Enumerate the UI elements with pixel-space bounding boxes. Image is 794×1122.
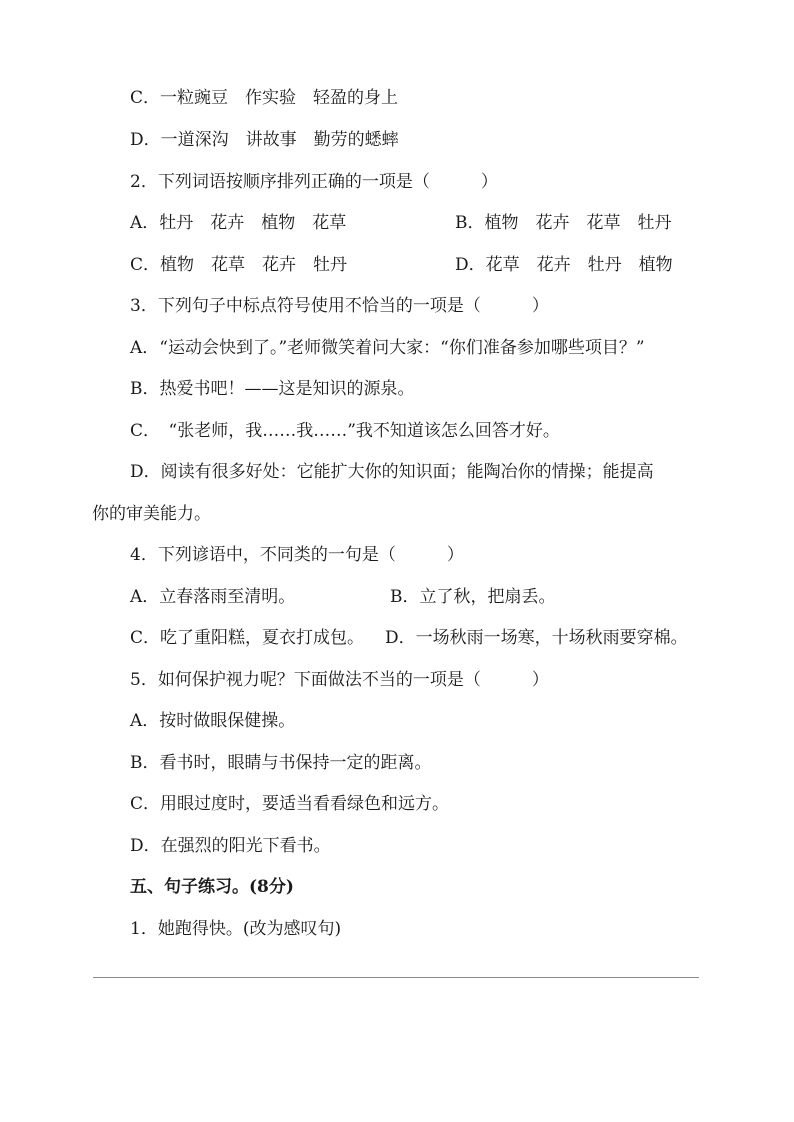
q2-option-d: D．花草 花卉 牡丹 植物 bbox=[455, 255, 673, 275]
answer-line bbox=[93, 977, 699, 978]
q4-option-c: C．吃了重阳糕，夏衣打成包。 bbox=[130, 628, 365, 648]
question-4: 4．下列谚语中，不同类的一句是（ ） bbox=[130, 545, 464, 565]
q2-option-c: C．植物 花草 花卉 牡丹 bbox=[130, 255, 348, 275]
question-5: 5．如何保护视力呢？下面做法不当的一项是（ ） bbox=[130, 670, 549, 690]
q5-option-b: B．看书时，眼睛与书保持一定的距离。 bbox=[130, 753, 432, 773]
q3-option-a: A．“运动会快到了。”老师微笑着问大家：“你们准备参加哪些项目？” bbox=[130, 338, 645, 358]
q5-option-a: A．按时做眼保健操。 bbox=[130, 711, 296, 731]
question-2: 2．下列词语按顺序排列正确的一项是（ ） bbox=[130, 172, 498, 192]
q2-option-a: A．牡丹 花卉 植物 花草 bbox=[130, 213, 347, 233]
q4-option-b: B．立了秋，把扇丢。 bbox=[390, 587, 556, 607]
q3-option-b: B．热爱书吧！——这是知识的源泉。 bbox=[130, 379, 415, 399]
q1-option-d: D．一道深沟 讲故事 勤劳的蟋蟀 bbox=[130, 130, 399, 150]
q3-option-c: C． “张老师，我……我……”我不知道该怎么回答才好。 bbox=[130, 421, 560, 441]
q5-option-c: C．用眼过度时，要适当看看绿色和远方。 bbox=[130, 794, 450, 814]
q2-option-b: B．植物 花卉 花草 牡丹 bbox=[455, 213, 672, 233]
question-3: 3．下列句子中标点符号使用不恰当的一项是（ ） bbox=[130, 296, 549, 316]
section-five-heading: 五、句子练习。(8分) bbox=[130, 877, 294, 897]
section-five-question-1: 1．她跑得快。(改为感叹句) bbox=[130, 919, 342, 939]
q3-option-d-continued: 你的审美能力。 bbox=[92, 504, 211, 524]
q1-option-c: C．一粒豌豆 作实验 轻盈的身上 bbox=[130, 88, 399, 108]
q4-option-a: A．立春落雨至清明。 bbox=[130, 587, 296, 607]
q4-option-d: D．一场秋雨一场寒，十场秋雨要穿棉。 bbox=[385, 628, 688, 648]
q5-option-d: D．在强烈的阳光下看书。 bbox=[130, 836, 331, 856]
q3-option-d: D．阅读有很多好处：它能扩大你的知识面；能陶冶你的情操；能提高 bbox=[130, 462, 654, 482]
